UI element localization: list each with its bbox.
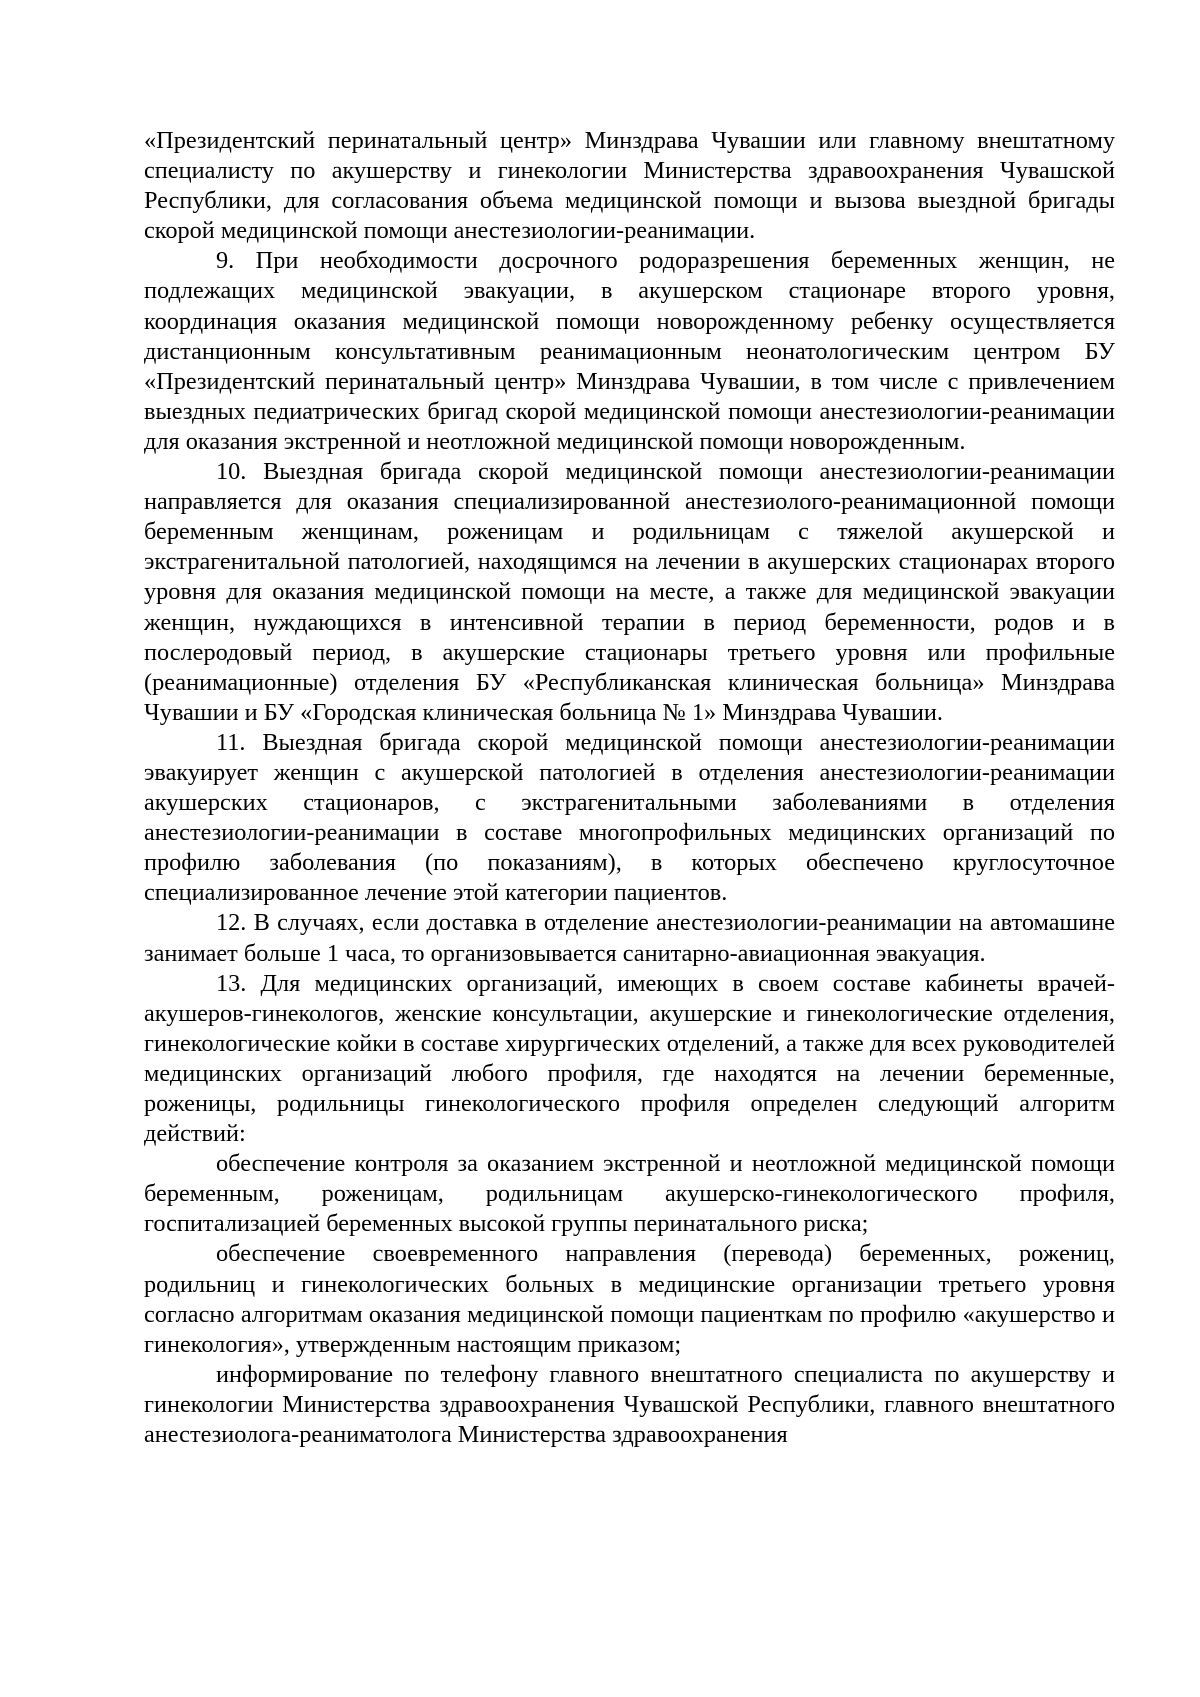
paragraph-item-11: 11. Выездная бригада скорой медицинской помощи анестезиологии-реанимации эвакуирует женщин с акушерской патологией в отделения анестезиологии-реанимации акушерских стационаров, с экстрагенитальными заболеваниями в отделения анестезиологии-реанимации в составе многопрофильных медицинских организаций по профилю заболевания (по показаниям), в которых обеспечено круглосуточное специализированное лечение этой категории пациентов. — [144, 728, 1115, 907]
paragraph-action-referral: обеспечение своевременного направления (перевода) беременных, рожениц, родильниц и гинекологических больных в медицинские организации третьего уровня согласно алгоритмам оказания медицинской помощи пациенткам по профилю «акушерство и гинекология», утвержденным настоящим приказом; — [144, 1240, 1115, 1358]
paragraph-item-13: 13. Для медицинских организаций, имеющих в своем составе кабинеты врачей-акушеров-гинекологов, женские консультации, акушерские и гинекологические отделения, гинекологические койки в составе хирургических отделений, а также для всех руководителей медицинских организаций любого профиля, где находятся на лечении беременные, роженицы, родильницы гинекологического профиля определен следующий алгоритм действий: — [144, 969, 1115, 1148]
paragraph-item-10: 10. Выездная бригада скорой медицинской помощи анестезиологии-реанимации направляется для оказания специализированной анестезиолого-реанимационной помощи беременным женщинам, роженицам и родильницам с тяжелой акушерской и экстрагенитальной патологией, находящимся на лечении в акушерских стационарах второго уровня для оказания медицинской помощи на месте, а также для медицинской эвакуации женщин, нуждающихся в интенсивной терапии в период беременности, родов и в послеродовый период, в акушерские стационары третьего уровня или профильные (реанимационные) отделения БУ «Республиканская клиническая больница» Минздрава Чувашии и БУ «Городская клиническая больница № 1» Минздрава Чувашии. — [144, 458, 1115, 726]
document-page — [144, 126, 1115, 1450]
paragraph-item-9: 9. При необходимости досрочного родоразрешения беременных женщин, не подлежащих медицинской эвакуации, в акушерском стационаре второго уровня, координация оказания медицинской помощи новорожденному ребенку осуществляется дистанционным консультативным реанимационным неонатологическим центром БУ «Президентский перинатальный центр» Минздрава Чувашии, в том числе с привлечением выездных педиатрических бригад скорой медицинской помощи анестезиологии-реанимации для оказания экстренной и неотложной медицинской помощи новорожденным. — [144, 247, 1115, 455]
paragraph-item-12: 12. В случаях, если доставка в отделение анестезиологии-реанимации на автомашине занимает больше 1 часа, то организовывается санитарно-авиационная эвакуация. — [144, 909, 1115, 967]
paragraph-continuation: «Президентский перинатальный центр» Минздрава Чувашии или главному внештатному специалисту по акушерству и гинекологии Министерства здравоохранения Чувашской Республики, для согласования объема медицинской помощи и вызова выездной бригады скорой медицинской помощи анестезиологии-реанимации. — [144, 127, 1115, 245]
paragraph-action-control: обеспечение контроля за оказанием экстренной и неотложной медицинской помощи беременным, роженицам, родильницам акушерско-гинекологического профиля, госпитализацией беременных высокой группы перинатального риска; — [144, 1150, 1115, 1238]
paragraph-action-informing: информирование по телефону главного внештатного специалиста по акушерству и гинекологии Министерства здравоохранения Чувашской Республики, главного внештатного анестезиолога-реаниматолога Министерства здравоохранения — [144, 1360, 1115, 1449]
